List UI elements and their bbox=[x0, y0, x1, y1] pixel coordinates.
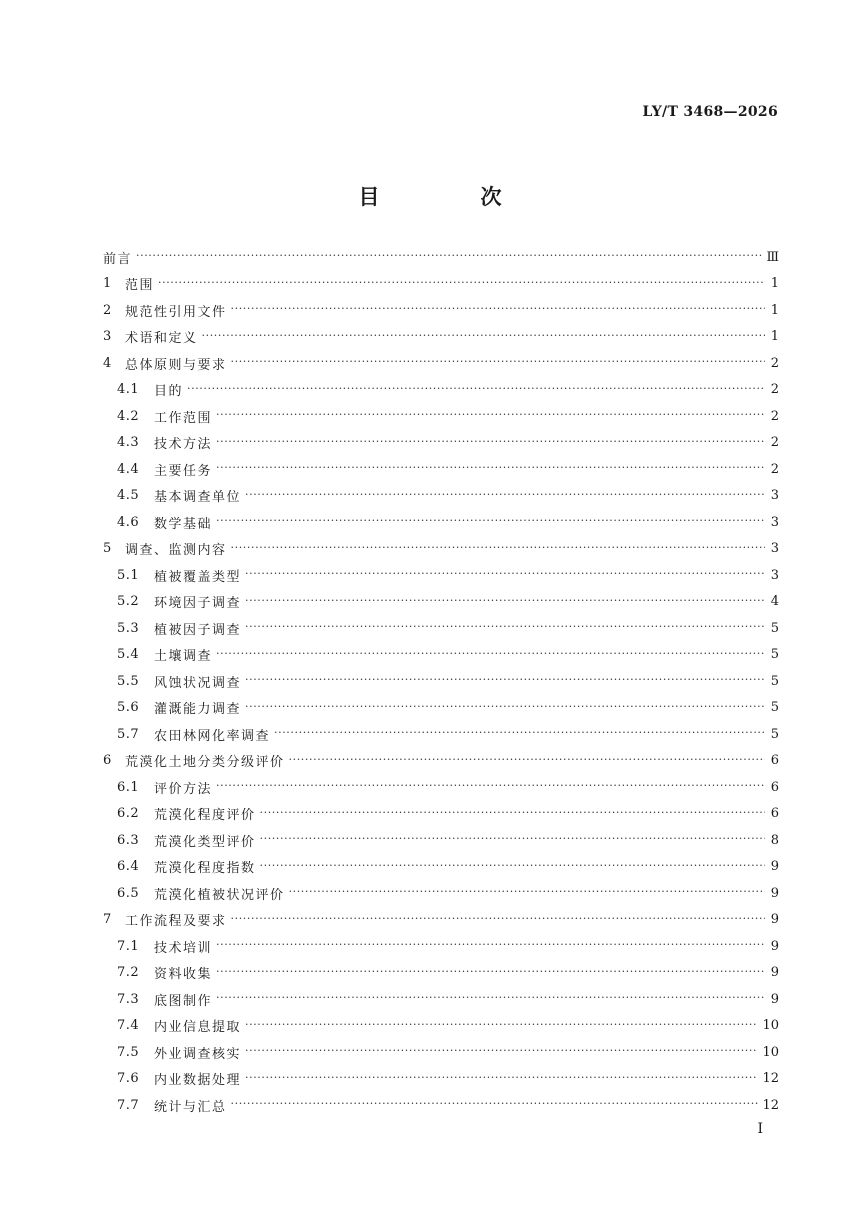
toc-entry[interactable] bbox=[103, 403, 779, 430]
toc-entry-number: 5.7 bbox=[117, 726, 140, 742]
toc-entry-number: 4.1 bbox=[117, 382, 140, 398]
toc-entry-number: 7.3 bbox=[117, 991, 140, 1007]
toc-entry-number: 3 bbox=[103, 329, 112, 345]
toc-entry-page: 5 bbox=[770, 620, 779, 636]
toc-entry-label: 荒漠化类型评价 bbox=[154, 834, 256, 850]
toc-entry-label: 数学基础 bbox=[154, 516, 213, 532]
toc-entry-page: Ⅲ bbox=[766, 249, 779, 265]
toc-entry-label: 总体原则与要求 bbox=[125, 357, 227, 373]
toc-entry[interactable] bbox=[103, 430, 779, 457]
table-of-contents bbox=[103, 244, 779, 1119]
toc-entry-number: 6.3 bbox=[117, 832, 140, 848]
toc-entry-label: 主要任务 bbox=[154, 463, 213, 479]
toc-entry-page: 5 bbox=[770, 647, 779, 663]
toc-entry-number: 4.6 bbox=[117, 514, 140, 530]
toc-dot-leader bbox=[158, 277, 765, 291]
toc-entry-page: 6 bbox=[770, 779, 779, 795]
toc-dot-leader bbox=[216, 780, 765, 794]
toc-entry-number: 2 bbox=[103, 302, 112, 318]
toc-dot-leader bbox=[260, 860, 765, 874]
footer-page-number: I bbox=[757, 1121, 763, 1137]
toc-dot-leader bbox=[260, 833, 765, 847]
toc-entry-number: 4.5 bbox=[117, 488, 140, 504]
toc-entry-page: 3 bbox=[770, 514, 779, 530]
toc-dot-leader bbox=[289, 886, 765, 900]
toc-entry-label: 技术方法 bbox=[154, 437, 213, 453]
toc-entry[interactable] bbox=[103, 377, 779, 404]
toc-dot-leader bbox=[245, 701, 765, 715]
toc-entry-page: 5 bbox=[770, 673, 779, 689]
toc-dot-leader bbox=[245, 595, 765, 609]
toc-dot-leader bbox=[245, 1072, 758, 1086]
toc-dot-leader bbox=[136, 250, 762, 264]
toc-entry-page: 9 bbox=[770, 859, 779, 875]
toc-entry[interactable] bbox=[103, 880, 779, 907]
toc-entry-page: 9 bbox=[770, 965, 779, 981]
toc-entry-label: 调查、监测内容 bbox=[125, 543, 227, 559]
toc-entry-label: 植被覆盖类型 bbox=[154, 569, 242, 585]
toc-entry-number: 7.6 bbox=[117, 1071, 140, 1087]
toc-entry[interactable] bbox=[103, 801, 779, 828]
toc-entry-number: 4 bbox=[103, 355, 112, 371]
toc-dot-leader bbox=[216, 992, 765, 1006]
toc-dot-leader bbox=[216, 515, 765, 529]
toc-entry-number: 7.1 bbox=[117, 938, 140, 954]
page-title: 目 次 bbox=[358, 184, 542, 209]
toc-dot-leader bbox=[216, 939, 765, 953]
toc-entry-page: 4 bbox=[770, 594, 779, 610]
toc-dot-leader bbox=[245, 1045, 758, 1059]
toc-entry-label: 环境因子调查 bbox=[154, 596, 242, 612]
toc-dot-leader bbox=[216, 462, 765, 476]
toc-entry-number: 5 bbox=[103, 541, 112, 557]
toc-entry-number: 6.2 bbox=[117, 806, 140, 822]
toc-entry-label: 植被因子调查 bbox=[154, 622, 242, 638]
toc-entry-page: 9 bbox=[770, 912, 779, 928]
toc-entry-page: 1 bbox=[770, 329, 779, 345]
toc-entry-page: 9 bbox=[770, 885, 779, 901]
toc-entry-page: 3 bbox=[770, 541, 779, 557]
toc-entry-page: 8 bbox=[770, 832, 779, 848]
toc-entry-label: 荒漠化土地分类分级评价 bbox=[125, 755, 285, 771]
toc-entry[interactable] bbox=[103, 350, 779, 377]
toc-entry-page: 9 bbox=[770, 991, 779, 1007]
toc-entry-label: 工作范围 bbox=[154, 410, 213, 426]
toc-entry-page: 3 bbox=[770, 488, 779, 504]
toc-entry-number: 5.3 bbox=[117, 620, 140, 636]
toc-dot-leader bbox=[231, 913, 765, 927]
toc-entry-label: 灌溉能力调查 bbox=[154, 702, 242, 718]
toc-entry-label: 农田林网化率调查 bbox=[154, 728, 271, 744]
toc-entry-number: 7 bbox=[103, 912, 112, 928]
toc-entry[interactable] bbox=[103, 536, 779, 563]
toc-entry[interactable] bbox=[103, 456, 779, 483]
toc-entry[interactable] bbox=[103, 695, 779, 722]
toc-entry-page: 2 bbox=[770, 461, 779, 477]
toc-dot-leader bbox=[231, 542, 765, 556]
toc-entry-number: 5.1 bbox=[117, 567, 140, 583]
toc-entry-label: 荒漠化程度评价 bbox=[154, 808, 256, 824]
toc-entry-page: 5 bbox=[770, 726, 779, 742]
toc-entry-label: 技术培训 bbox=[154, 940, 213, 956]
toc-entry-page: 9 bbox=[770, 938, 779, 954]
toc-entry-label: 内业数据处理 bbox=[154, 1073, 242, 1089]
toc-dot-leader bbox=[202, 330, 765, 344]
toc-dot-leader bbox=[231, 356, 765, 370]
toc-entry-number: 7.5 bbox=[117, 1044, 140, 1060]
toc-entry-page: 1 bbox=[770, 276, 779, 292]
toc-entry-label: 基本调查单位 bbox=[154, 490, 242, 506]
toc-dot-leader bbox=[216, 648, 765, 662]
toc-entry-page: 3 bbox=[770, 567, 779, 583]
toc-entry[interactable] bbox=[103, 854, 779, 881]
standard-code: LY/T 3468—2026 bbox=[642, 104, 778, 120]
toc-entry-label: 工作流程及要求 bbox=[125, 914, 227, 930]
toc-entry[interactable] bbox=[103, 1039, 779, 1066]
toc-entry[interactable] bbox=[103, 562, 779, 589]
toc-entry[interactable] bbox=[103, 509, 779, 536]
toc-entry-page: 1 bbox=[770, 302, 779, 318]
toc-entry-label: 范围 bbox=[125, 278, 155, 294]
toc-entry[interactable] bbox=[103, 642, 779, 669]
toc-dot-leader bbox=[260, 807, 765, 821]
toc-entry[interactable] bbox=[103, 1013, 779, 1040]
toc-dot-leader bbox=[289, 754, 765, 768]
toc-entry-label: 评价方法 bbox=[154, 781, 213, 797]
toc-entry-number: 6 bbox=[103, 753, 112, 769]
toc-entry-page: 2 bbox=[770, 435, 779, 451]
toc-entry-label: 目的 bbox=[154, 384, 184, 400]
toc-entry-label: 土壤调查 bbox=[154, 649, 213, 665]
toc-entry-page: 12 bbox=[762, 1071, 779, 1087]
toc-entry[interactable] bbox=[103, 271, 779, 298]
toc-entry[interactable] bbox=[103, 827, 779, 854]
toc-entry-page: 10 bbox=[762, 1044, 779, 1060]
toc-entry[interactable] bbox=[103, 589, 779, 616]
toc-entry[interactable] bbox=[103, 721, 779, 748]
toc-entry-page: 10 bbox=[762, 1018, 779, 1034]
toc-entry-page: 6 bbox=[770, 753, 779, 769]
toc-entry[interactable] bbox=[103, 244, 779, 271]
toc-entry-page: 2 bbox=[770, 355, 779, 371]
toc-entry-number: 4.2 bbox=[117, 408, 140, 424]
toc-entry-page: 2 bbox=[770, 408, 779, 424]
toc-dot-leader bbox=[274, 727, 765, 741]
toc-entry-page: 5 bbox=[770, 700, 779, 716]
toc-entry-label: 规范性引用文件 bbox=[125, 304, 227, 320]
toc-entry[interactable] bbox=[103, 907, 779, 934]
toc-entry-number: 6.1 bbox=[117, 779, 140, 795]
toc-entry-page: 12 bbox=[762, 1097, 779, 1113]
toc-entry-label: 统计与汇总 bbox=[154, 1099, 227, 1115]
toc-entry-number: 5.6 bbox=[117, 700, 140, 716]
toc-entry[interactable] bbox=[103, 986, 779, 1013]
toc-entry[interactable] bbox=[103, 774, 779, 801]
toc-dot-leader bbox=[231, 303, 765, 317]
toc-entry-label: 底图制作 bbox=[154, 993, 213, 1009]
toc-dot-leader bbox=[216, 966, 765, 980]
toc-entry-number: 6.4 bbox=[117, 859, 140, 875]
toc-dot-leader bbox=[187, 383, 765, 397]
toc-entry-label: 风蚀状况调查 bbox=[154, 675, 242, 691]
toc-entry-label: 荒漠化程度指数 bbox=[154, 861, 256, 877]
toc-entry-page: 6 bbox=[770, 806, 779, 822]
toc-entry-page: 2 bbox=[770, 382, 779, 398]
toc-entry-number: 5.2 bbox=[117, 594, 140, 610]
toc-entry-number: 7.2 bbox=[117, 965, 140, 981]
toc-entry-number: 1 bbox=[103, 276, 112, 292]
toc-entry[interactable] bbox=[103, 960, 779, 987]
toc-dot-leader bbox=[245, 568, 765, 582]
toc-dot-leader bbox=[245, 489, 765, 503]
toc-entry[interactable] bbox=[103, 748, 779, 775]
toc-entry-number: 5.4 bbox=[117, 647, 140, 663]
toc-entry[interactable] bbox=[103, 933, 779, 960]
toc-entry-number: 6.5 bbox=[117, 885, 140, 901]
toc-dot-leader bbox=[231, 1098, 759, 1112]
toc-entry-number: 4.4 bbox=[117, 461, 140, 477]
toc-entry[interactable] bbox=[103, 615, 779, 642]
toc-entry-label: 外业调查核实 bbox=[154, 1046, 242, 1062]
toc-entry-label: 资料收集 bbox=[154, 967, 213, 983]
toc-entry-number: 5.5 bbox=[117, 673, 140, 689]
toc-dot-leader bbox=[245, 674, 765, 688]
toc-entry-label: 前言 bbox=[103, 251, 133, 267]
toc-entry[interactable] bbox=[103, 483, 779, 510]
toc-dot-leader bbox=[216, 409, 765, 423]
toc-entry[interactable] bbox=[103, 668, 779, 695]
toc-dot-leader bbox=[245, 621, 765, 635]
toc-dot-leader bbox=[245, 1019, 758, 1033]
toc-entry-number: 7.4 bbox=[117, 1018, 140, 1034]
toc-entry-label: 内业信息提取 bbox=[154, 1020, 242, 1036]
toc-entry[interactable] bbox=[103, 1092, 779, 1119]
toc-entry[interactable] bbox=[103, 1066, 779, 1093]
toc-entry-label: 术语和定义 bbox=[125, 331, 198, 347]
toc-entry[interactable] bbox=[103, 297, 779, 324]
toc-entry-label: 荒漠化植被状况评价 bbox=[154, 887, 285, 903]
toc-entry-number: 7.7 bbox=[117, 1097, 140, 1113]
toc-entry[interactable] bbox=[103, 324, 779, 351]
toc-entry-number: 4.3 bbox=[117, 435, 140, 451]
toc-dot-leader bbox=[216, 436, 765, 450]
